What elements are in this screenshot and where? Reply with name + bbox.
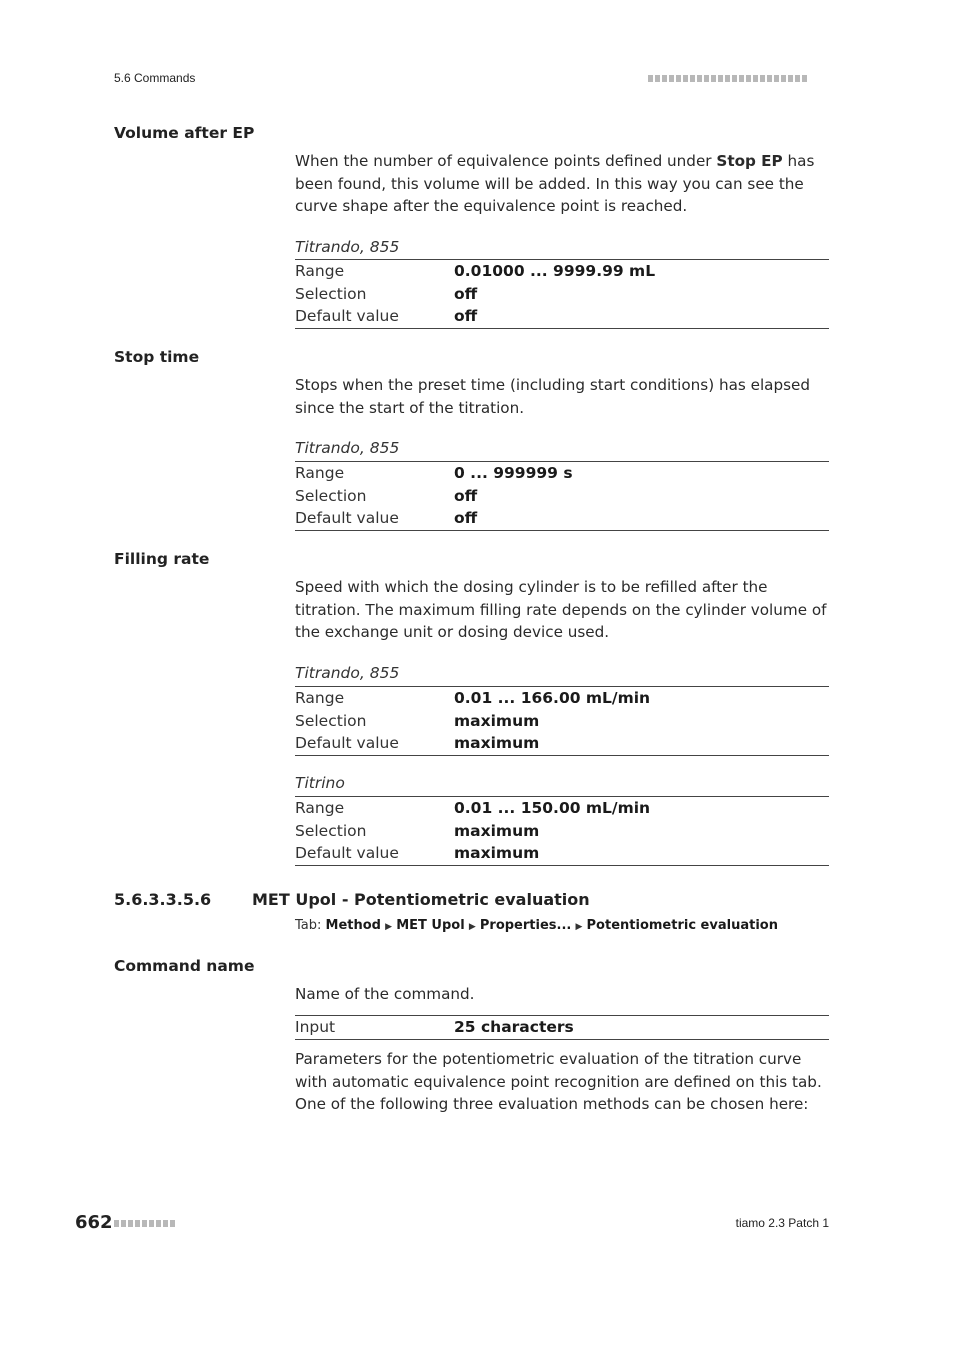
table-row: Selection maximum	[295, 821, 540, 840]
param-table	[295, 461, 829, 531]
table-title: Titrando, 855	[295, 439, 400, 457]
table-title: Titrino	[295, 774, 345, 792]
body-paragraph: Parameters for the potentiometric evaluation of the titration curve with automatic equivalence point recognition are defined on this tab. One of the following three evaluation methods can be chosen here:	[295, 1050, 822, 1113]
param-heading-volume-after-ep: Volume after EP	[114, 124, 255, 142]
param-heading-filling-rate: Filling rate	[114, 550, 210, 568]
table-row: Range 0 ... 999999 s	[295, 464, 573, 483]
table-title: Titrando, 855	[295, 664, 400, 682]
param-heading-stop-time: Stop time	[114, 348, 200, 366]
stop-ep-ref: Stop EP	[716, 152, 783, 170]
arrow-right-icon: ▶	[575, 922, 583, 932]
table-row: Default value off	[295, 509, 478, 528]
table-row: Selection maximum	[295, 711, 540, 730]
tab-path: Tab: Method ▶ MET Upol ▶ Properties... ▶ Potentiometric evaluation	[295, 918, 778, 933]
section-number: 5.6.3.3.5.6	[114, 890, 212, 909]
footer-product: tiamo 2.3 Patch 1	[735, 1216, 829, 1230]
table-row: Selection off	[295, 284, 478, 303]
param-table	[295, 259, 829, 329]
param-description: Name of the command.	[295, 985, 475, 1003]
param-table	[295, 796, 829, 866]
table-row: Range 0.01 ... 166.00 mL/min	[295, 689, 651, 708]
table-row: Input 25 characters	[295, 1018, 574, 1037]
arrow-right-icon: ▶	[468, 922, 476, 932]
footer-decoration	[114, 1220, 175, 1227]
table-row: Range 0.01 ... 150.00 mL/min	[295, 799, 651, 818]
table-row: Range 0.01000 ... 9999.99 mL	[295, 262, 656, 281]
param-table	[295, 1015, 829, 1040]
running-header-section: 5.6 Commands	[114, 71, 196, 85]
table-row: Selection off	[295, 486, 478, 505]
param-description: When the number of equivalence points defined under Stop EP has been found, this volume will be added. In this way you can see the curve shape after the equivalence point is reached.	[295, 152, 815, 215]
param-description: Speed with which the dosing cylinder is to be refilled after the titration. The maximum filling rate depends on the cylinder volume of the exchange unit or dosing device used.	[295, 578, 827, 641]
param-heading-command-name: Command name	[114, 957, 255, 975]
table-row: Default value maximum	[295, 734, 540, 753]
param-description: Stops when the preset time (including start conditions) has elapsed since the start of the titration.	[295, 376, 811, 417]
table-row: Default value off	[295, 307, 478, 326]
page-number: 662	[75, 1212, 113, 1233]
header-decoration	[648, 75, 807, 82]
param-table	[295, 686, 829, 756]
arrow-right-icon: ▶	[385, 922, 393, 932]
section-title: MET Upol - Potentiometric evaluation	[252, 890, 590, 909]
table-row: Default value maximum	[295, 844, 540, 863]
table-title: Titrando, 855	[295, 238, 400, 256]
